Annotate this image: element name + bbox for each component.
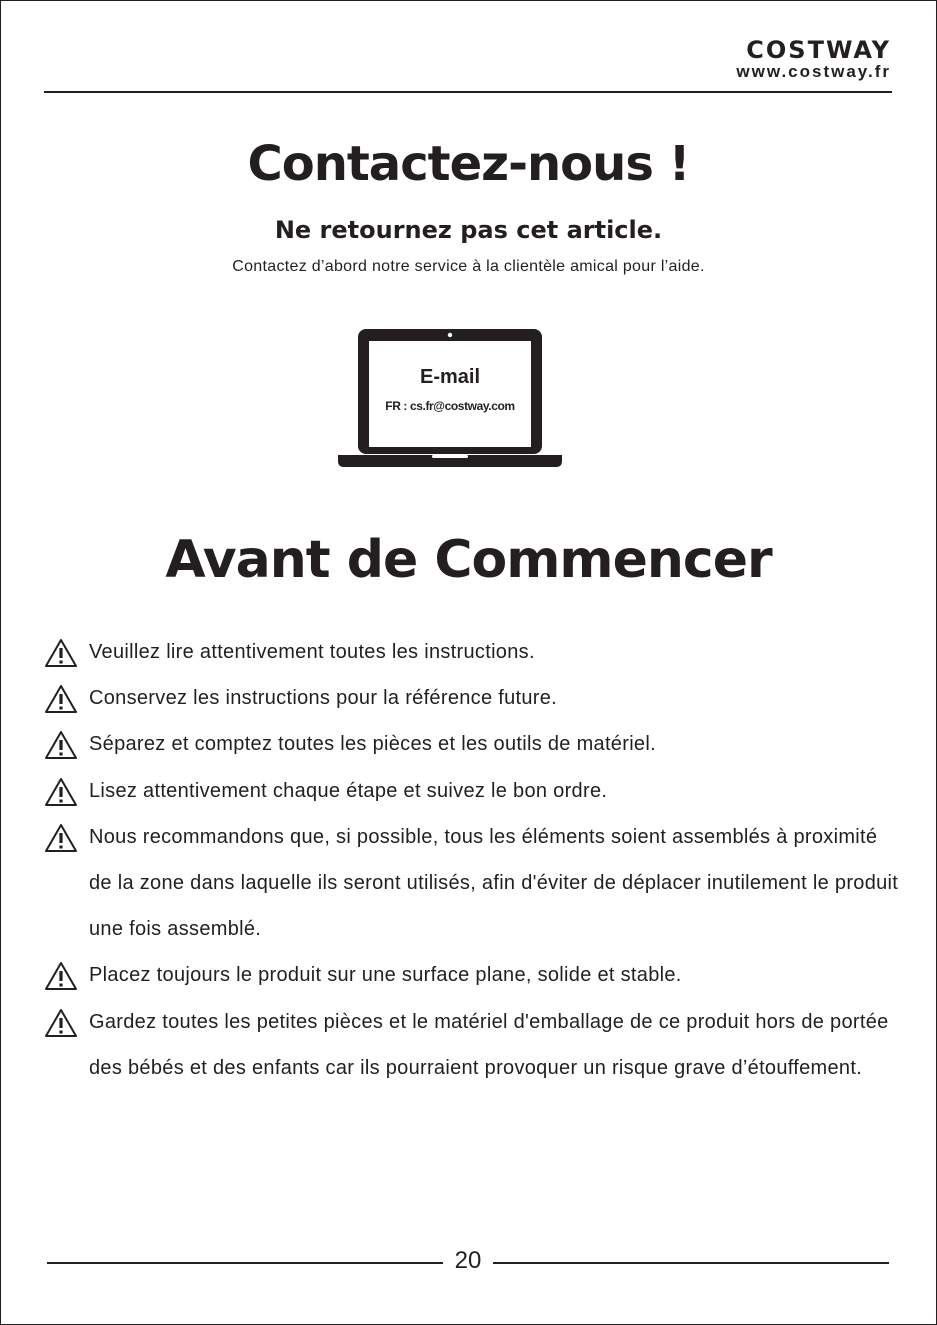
contact-subtitle: Ne retournez pas cet article.	[274, 216, 663, 244]
instruction-text: Veuillez lire attentivement toutes les instructions.	[89, 641, 535, 663]
warning-triangle-icon	[44, 823, 78, 853]
instruction-text: Lisez attentivement chaque étape et suivez le bon ordre.	[89, 779, 608, 802]
instruction-text: Gardez toutes les petites pièces et le matériel d'emballage de ce produit hors de portée des bébés et des enfants car ils pourraient provoquer un risque grave d’étouffement.	[89, 1010, 889, 1079]
brand-logo: COSTWAY	[746, 36, 891, 64]
warning-triangle-icon	[44, 638, 78, 668]
instruction-list	[44, 629, 904, 1091]
warning-triangle-icon	[44, 684, 78, 714]
instruction-item	[44, 999, 904, 1091]
instruction-item	[44, 952, 904, 998]
brand-website[interactable]: www.costway.fr	[736, 62, 891, 81]
footer-divider-right	[493, 1262, 889, 1264]
email-label: E-mail	[419, 366, 481, 388]
instruction-item	[44, 814, 904, 953]
footer-divider-left	[47, 1262, 443, 1264]
page-number: 20	[454, 1247, 482, 1274]
contact-tagline: Contactez d’abord notre service à la clientèle amical pour l’aide.	[232, 258, 705, 275]
before-start-title: Avant de Commencer	[165, 530, 772, 590]
warning-triangle-icon	[44, 961, 78, 991]
instruction-text: Nous recommandons que, si possible, tous les éléments soient assemblés à proximité de la zone dans laquelle ils seront utilisés, afin d'éviter de déplacer inutilement le produit une fois assemblé.	[89, 825, 899, 941]
instruction-text: Placez toujours le produit sur une surface plane, solide et stable.	[89, 964, 682, 987]
warning-triangle-icon	[44, 730, 78, 760]
instruction-item	[44, 768, 904, 814]
email-address-link[interactable]: FR : cs.fr@costway.com	[385, 399, 515, 413]
contact-title: Contactez-nous !	[247, 136, 690, 192]
instruction-text: Séparez et comptez toutes les pièces et les outils de matériel.	[89, 733, 656, 756]
warning-triangle-icon	[44, 1008, 78, 1038]
warning-triangle-icon	[44, 777, 78, 807]
header-divider	[44, 91, 892, 93]
instruction-item	[44, 675, 904, 721]
brand-block	[736, 38, 891, 82]
instruction-text: Conservez les instructions pour la référence future.	[89, 687, 558, 710]
instruction-item	[44, 721, 904, 767]
laptop-icon	[338, 328, 562, 468]
instruction-item	[44, 629, 904, 675]
laptop-illustration	[338, 328, 562, 468]
